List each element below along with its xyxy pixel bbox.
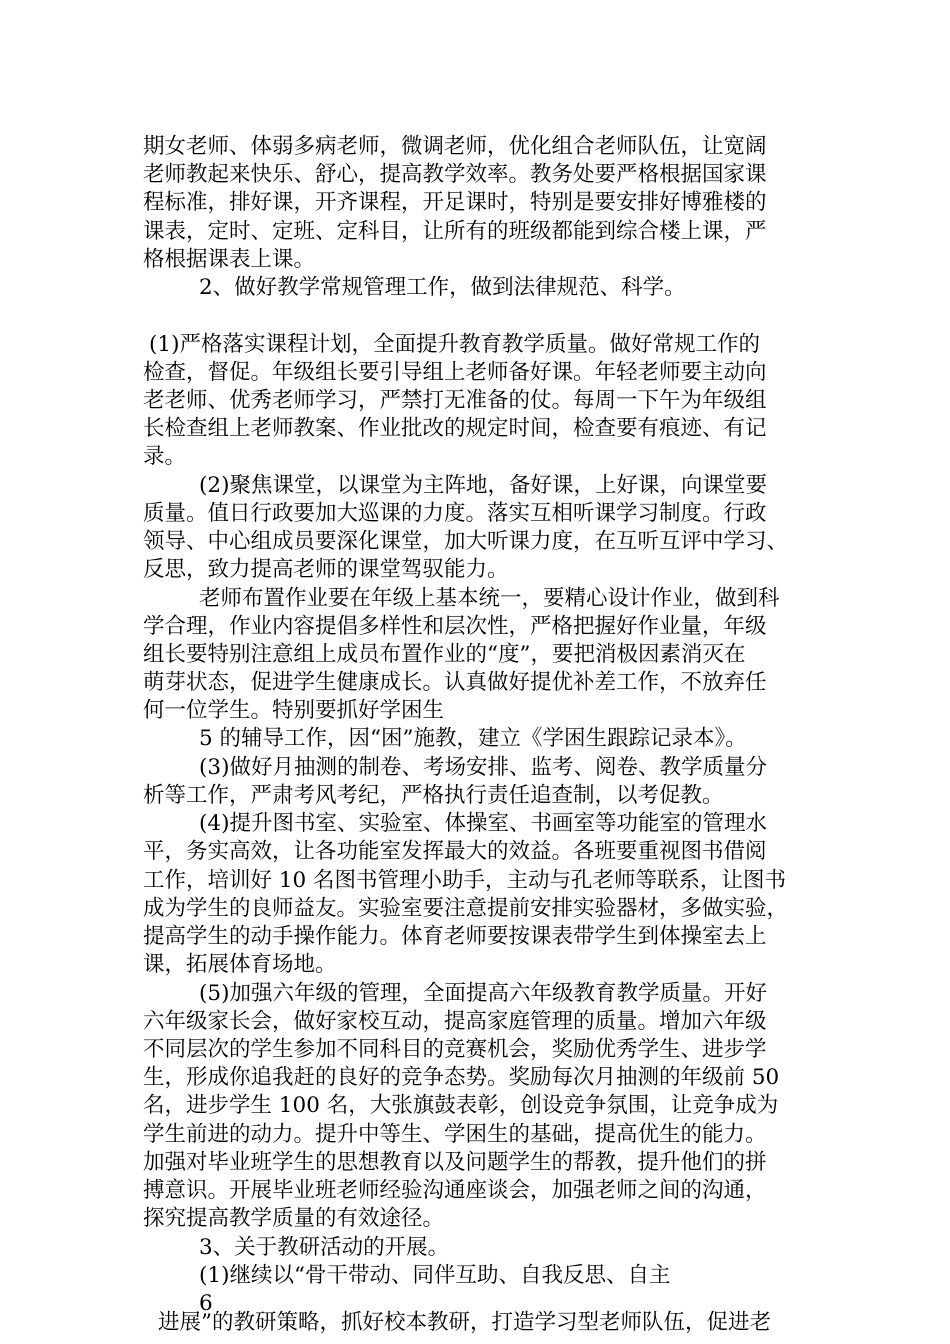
text-line: 格根据课表上课。	[143, 247, 316, 272]
text-line: 学生前进的动力。提升中等生、学困生的基础，提高优生的能力。	[143, 1122, 767, 1147]
text-line: 期女老师、体弱多病老师，微调老师，优化组合老师队伍，让宽阔	[143, 134, 767, 159]
text-line: (4)提升图书室、实验室、体操室、书画室等功能室的管理水	[199, 811, 767, 836]
text-line: 课，拓展体育场地。	[143, 952, 337, 977]
section-heading: 2、做好教学常规管理工作，做到法律规范、科学。	[199, 275, 686, 300]
text-line: 何一位学生。特别要抓好学困生	[143, 698, 445, 723]
section-heading: 3、关于教研活动的开展。	[199, 1235, 450, 1260]
text-line: 六年级家长会，做好家校互动，提高家庭管理的质量。增加六年级	[143, 1009, 767, 1034]
text-line: 不同层次的学生参加不同科目的竞赛机会，奖励优秀学生、进步学	[143, 1037, 767, 1062]
text-line: 提高学生的动手操作能力。体育老师要按课表带学生到体操室去上	[143, 924, 767, 949]
text-line: 质量。值日行政要加大巡课的力度。落实互相听课学习制度。行政	[143, 501, 767, 526]
text-line: 长检查组上老师教案、作业批改的规定时间，检查要有痕迹、有记	[143, 416, 767, 441]
text-line: (1)严格落实课程计划，全面提升教育教学质量。做好常规工作的	[149, 332, 760, 357]
text-line: 录。	[143, 444, 187, 469]
text-line: 搏意识。开展毕业班老师经验沟通座谈会，加强老师之间的沟通，	[143, 1178, 767, 1203]
text-line: 老师教起来快乐、舒心，提高教学效率。教务处要严格根据国家课	[143, 162, 767, 187]
text-line: 萌芽状态，促进学生健康成长。认真做好提优补差工作，不放弃任	[143, 670, 767, 695]
text-line: 老老师、优秀老师学习，严禁打无准备的仗。每周一下午为年级组	[143, 388, 767, 413]
text-line: 程标准，排好课，开齐课程，开足课时，特别是要安排好博雅楼的	[143, 190, 767, 215]
text-line: (1)继续以“骨干带动、同伴互助、自我反思、自主	[199, 1263, 671, 1288]
page-number: 6	[199, 1291, 213, 1316]
text-line: 进展”的教研策略，抓好校本教研，打造学习型老师队伍，促进老	[158, 1310, 771, 1335]
text-line: 老师布置作业要在年级上基本统一，要精心设计作业，做到科	[199, 586, 780, 611]
text-line: 加强对毕业班学生的思想教育以及问题学生的帮教，提升他们的拼	[143, 1150, 767, 1175]
text-line: 工作，培训好 10 名图书管理小助手，主动与孔老师等联系，让图书	[143, 868, 787, 893]
text-line: 平，务实高效，让各功能室发挥最大的效益。各班要重视图书借阅	[143, 839, 767, 864]
text-line: 探究提高教学质量的有效途径。	[143, 1206, 445, 1231]
text-line: 5 的辅导工作，因“困”施教，建立《学困生跟踪记录本》。	[199, 726, 747, 751]
text-line: 反思，致力提高老师的课堂驾驭能力。	[143, 557, 509, 582]
text-line: (5)加强六年级的管理，全面提高六年级教育教学质量。开好	[199, 981, 767, 1006]
text-line: 领导、中心组成员要深化课堂，加大听课力度，在互听互评中学习、	[143, 529, 789, 554]
text-line: (3)做好月抽测的制卷、考场安排、监考、阅卷、教学质量分	[199, 755, 767, 780]
text-line: 检查，督促。年级组长要引导组上老师备好课。年轻老师要主动向	[143, 360, 767, 385]
text-line: 名，进步学生 100 名，大张旗鼓表彰，创设竞争氛围，让竞争成为	[143, 1093, 779, 1118]
text-line: 学合理，作业内容提倡多样性和层次性，严格把握好作业量，年级	[143, 614, 767, 639]
text-line: 成为学生的良师益友。实验室要注意提前安排实验器材，多做实验，	[143, 896, 789, 921]
text-line: 组长要特别注意组上成员布置作业的“度”，要把消极因素消灭在	[143, 642, 746, 667]
text-line: (2)聚焦课堂，以课堂为主阵地，备好课，上好课，向课堂要	[199, 473, 767, 498]
text-line: 课表，定时、定班、定科目，让所有的班级都能到综合楼上课，严	[143, 219, 767, 244]
text-line: 生，形成你追我赶的良好的竞争态势。奖励每次月抽测的年级前 50	[143, 1065, 780, 1090]
text-line: 析等工作，严肃考风考纪，严格执行责任追查制，以考促教。	[143, 783, 724, 808]
